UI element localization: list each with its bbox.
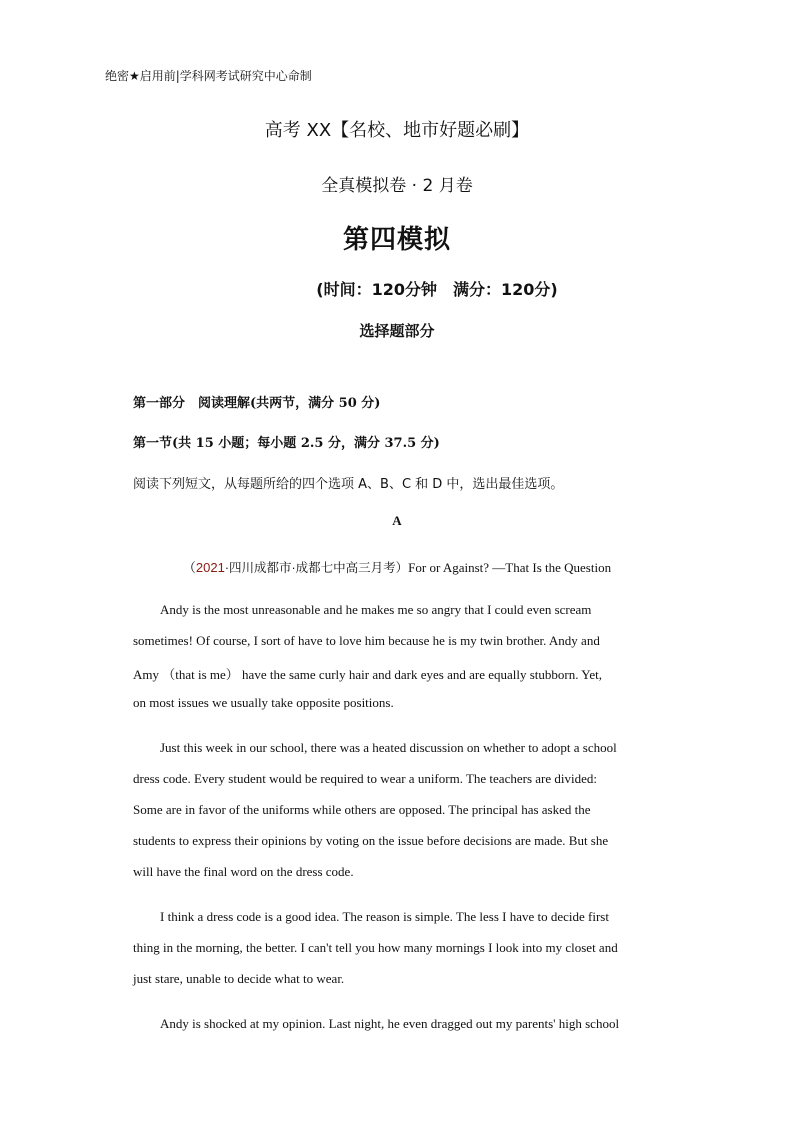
part-heading: 第一部分 阅读理解(共两节，满分 50 分): [133, 396, 381, 411]
exam-series-title: 高考 XX【名校、地市好题必刷】: [264, 120, 530, 141]
passage-line: sometimes! Of course, I sort of have to love him because he is my twin brother. Andy and: [133, 633, 600, 648]
passage-letter: A: [392, 513, 402, 528]
section-subheading: 第一节(共 15 小题；每小题 2.5 分，满分 37.5 分): [133, 436, 440, 451]
passage-line: will have the final word on the dress code.: [133, 864, 354, 879]
passage-line: students to express their opinions by voting on the issue before decisions are made. But she: [133, 833, 609, 848]
passage-line: dress code. Every student would be required to wear a uniform. The teachers are divided:: [133, 771, 597, 786]
passage-line: I think a dress code is a good idea. The reason is simple. The less I have to decide first: [160, 909, 609, 924]
passage-line: Andy is the most unreasonable and he makes me so angry that I could even scream: [160, 602, 592, 617]
source-title: For or Against? —That Is the Question: [408, 560, 612, 575]
source-school: ·四川成都市·成都七中高三月考）: [224, 561, 409, 575]
exam-subtitle: 全真模拟卷 · 2 月卷: [321, 176, 473, 196]
passage-line: thing in the morning, the better. I can't tell you how many mornings I look into my closet and: [133, 940, 618, 955]
exam-main-title: 第四模拟: [342, 225, 451, 255]
passage-line: Some are in favor of the uniforms while others are opposed. The principal has asked the: [133, 802, 591, 817]
exam-time-score: (时间：120分钟 满分：120分): [316, 280, 558, 299]
passage-line: Amy （that is me） have the same curly hair and dark eyes and are equally stubborn. Yet,: [133, 667, 602, 682]
header-note: 绝密★启用前|学科网考试研究中心命制: [105, 69, 312, 83]
passage-line: Andy is shocked at my opinion. Last night, he even dragged out my parents' high school: [160, 1016, 620, 1031]
passage-line: just stare, unable to decide what to wear.: [133, 971, 345, 986]
instruction-text: 阅读下列短文，从每题所给的四个选项 A、B、C 和 D 中，选出最佳选项。: [133, 477, 564, 492]
passage-source: [0, 557, 794, 576]
passage-line: on most issues we usually take opposite positions.: [133, 695, 394, 710]
source-open-paren: （: [182, 560, 196, 575]
source-year: 2021: [195, 560, 225, 575]
passage-line: Just this week in our school, there was a heated discussion on whether to adopt a school: [160, 740, 617, 755]
section-heading: 选择题部分: [359, 322, 435, 340]
